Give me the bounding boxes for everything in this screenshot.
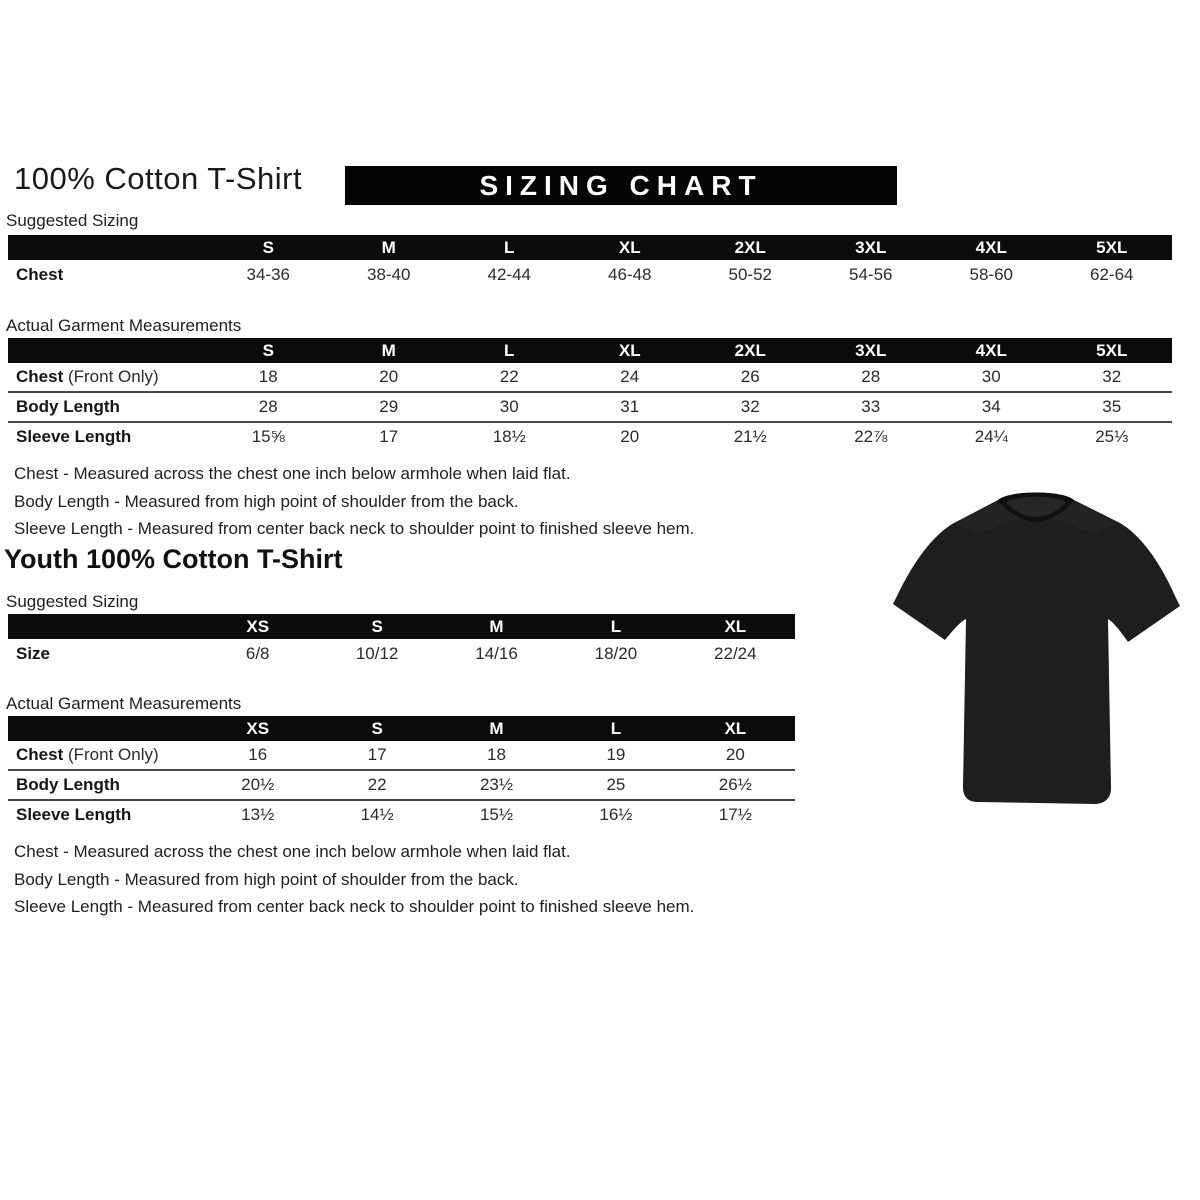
column-header: L [610, 719, 622, 738]
cell-value: 18/20 [594, 644, 638, 663]
column-header: S [262, 238, 274, 257]
cell-value: 22 [499, 367, 519, 386]
cell-value: 17½ [718, 805, 752, 824]
cell-value: 22⅞ [854, 427, 888, 446]
table-row [8, 423, 1172, 451]
row-label [8, 367, 208, 387]
column-header: M [381, 238, 396, 257]
cell-value: 28 [258, 397, 278, 416]
cell-value: 24¼ [974, 427, 1008, 446]
cell-value: 30 [981, 367, 1001, 386]
tshirt-body [893, 493, 1180, 805]
column-header: XL [724, 617, 747, 636]
cell-value: 58-60 [969, 265, 1013, 284]
table-row [8, 741, 795, 771]
cell-value: 54-56 [849, 265, 893, 284]
youth-suggested-label: Suggested Sizing [6, 592, 139, 611]
cell-value: 10/12 [355, 644, 399, 663]
column-header: S [371, 617, 383, 636]
column-header: 4XL [975, 341, 1007, 360]
cell-value: 38-40 [367, 265, 411, 284]
cell-value: 14½ [360, 805, 394, 824]
cell-value: 26 [740, 367, 760, 386]
note-line: Body Length - Measured from high point of shoulder from the back. [14, 491, 519, 511]
cell-value: 18½ [492, 427, 526, 446]
column-header: 5XL [1096, 238, 1128, 257]
column-header: S [262, 341, 274, 360]
cell-value: 19 [606, 745, 626, 764]
cell-value: 14/16 [475, 644, 518, 663]
table-row [8, 393, 1172, 423]
cell-value: 13½ [241, 805, 275, 824]
cell-value: 16½ [599, 805, 633, 824]
note-line: Body Length - Measured from high point of shoulder from the back. [14, 869, 519, 889]
cell-value: 29 [379, 397, 399, 416]
column-header: M [489, 719, 504, 738]
column-header: XL [724, 719, 747, 738]
adult-measurements-table [8, 338, 1172, 451]
cell-value: 17 [379, 427, 399, 446]
table-row [8, 801, 795, 829]
column-header: L [610, 617, 622, 636]
cell-value: 22/24 [714, 644, 757, 663]
youth-suggested-table [8, 614, 795, 669]
column-header: L [504, 238, 515, 257]
column-header: 3XL [855, 341, 887, 360]
cell-value: 20 [725, 745, 745, 764]
youth-actual-label: Actual Garment Measurements [6, 694, 242, 713]
cell-value: 20 [620, 427, 640, 446]
youth-section-title: Youth 100% Cotton T-Shirt [4, 544, 343, 574]
youth-measurement-notes [14, 838, 694, 921]
cell-value: 31 [620, 397, 640, 416]
cell-value: 15½ [479, 805, 514, 824]
cell-value: 35 [1102, 397, 1122, 416]
table-row [8, 363, 1172, 393]
cell-value: 33 [861, 397, 881, 416]
row-label-main: Chest [16, 367, 64, 386]
row-label: Sleeve Length [16, 427, 132, 446]
table-header-row [8, 235, 1172, 260]
cell-value: 20½ [241, 775, 275, 794]
note-line: Chest - Measured across the chest one inch below armhole when laid flat. [14, 464, 571, 483]
row-label [8, 745, 198, 765]
row-label: Body Length [16, 775, 120, 794]
row-label-suffix: (Front Only) [63, 745, 159, 764]
cell-value: 23½ [479, 775, 514, 794]
cell-value: 28 [861, 367, 881, 386]
note-line: Chest - Measured across the chest one inch below armhole when laid flat. [14, 842, 571, 861]
cell-value: 26½ [718, 775, 752, 794]
row-label-suffix: (Front Only) [63, 367, 159, 386]
column-header: XL [618, 341, 641, 360]
column-header: S [371, 719, 383, 738]
column-header: 2XL [734, 341, 766, 360]
adult-actual-label: Actual Garment Measurements [6, 316, 242, 335]
column-header: M [489, 617, 504, 636]
cell-value: 50-52 [728, 265, 772, 284]
cell-value: 25 [606, 775, 626, 794]
table-header-row [8, 614, 795, 639]
cell-value: 62-64 [1090, 265, 1134, 284]
cell-value: 17 [367, 745, 387, 764]
cell-value: 20 [379, 367, 399, 386]
row-label: Body Length [16, 397, 120, 416]
cell-value: 30 [499, 397, 519, 416]
cell-value: 42-44 [487, 265, 531, 284]
row-label: Sleeve Length [16, 805, 132, 824]
column-header: 5XL [1096, 341, 1128, 360]
cell-value: 24 [620, 367, 640, 386]
cell-value: 32 [740, 397, 760, 416]
cell-value: 18 [258, 367, 278, 386]
table-header-row [8, 338, 1172, 363]
table-row [8, 260, 1172, 290]
tshirt-image [886, 476, 1186, 821]
youth-measurements-table [8, 716, 795, 829]
page-title: 100% Cotton T-Shirt [14, 161, 303, 196]
cell-value: 18 [487, 745, 506, 764]
cell-value: 21½ [733, 427, 767, 446]
note-line: Sleeve Length - Measured from center back neck to shoulder point to finished sleeve hem. [14, 897, 695, 916]
cell-value: 15⅝ [251, 427, 285, 446]
adult-suggested-table [8, 235, 1172, 290]
sizing-chart-banner: SIZING CHART [345, 166, 897, 205]
cell-value: 22 [367, 775, 387, 794]
note-line: Sleeve Length - Measured from center back neck to shoulder point to finished sleeve hem. [14, 519, 695, 538]
table-row [8, 639, 795, 669]
cell-value: 32 [1102, 367, 1122, 386]
adult-suggested-label: Suggested Sizing [6, 211, 139, 230]
adult-measurement-notes [14, 460, 694, 543]
column-header: XS [246, 719, 270, 738]
column-header: M [381, 341, 396, 360]
cell-value: 16 [248, 745, 268, 764]
table-header-row [8, 716, 795, 741]
column-header: XL [618, 238, 641, 257]
row-label: Size [16, 644, 51, 663]
table-row [8, 771, 795, 801]
column-header: 2XL [734, 238, 766, 257]
column-header: 4XL [975, 238, 1007, 257]
row-label-main: Chest [16, 745, 64, 764]
column-header: L [504, 341, 515, 360]
row-label: Chest [16, 265, 64, 284]
column-header: XS [246, 617, 270, 636]
column-header: 3XL [855, 238, 887, 257]
cell-value: 34 [981, 397, 1001, 416]
cell-value: 34-36 [246, 265, 290, 284]
cell-value: 46-48 [608, 265, 652, 284]
cell-value: 25⅓ [1095, 427, 1129, 446]
cell-value: 6/8 [245, 644, 270, 663]
